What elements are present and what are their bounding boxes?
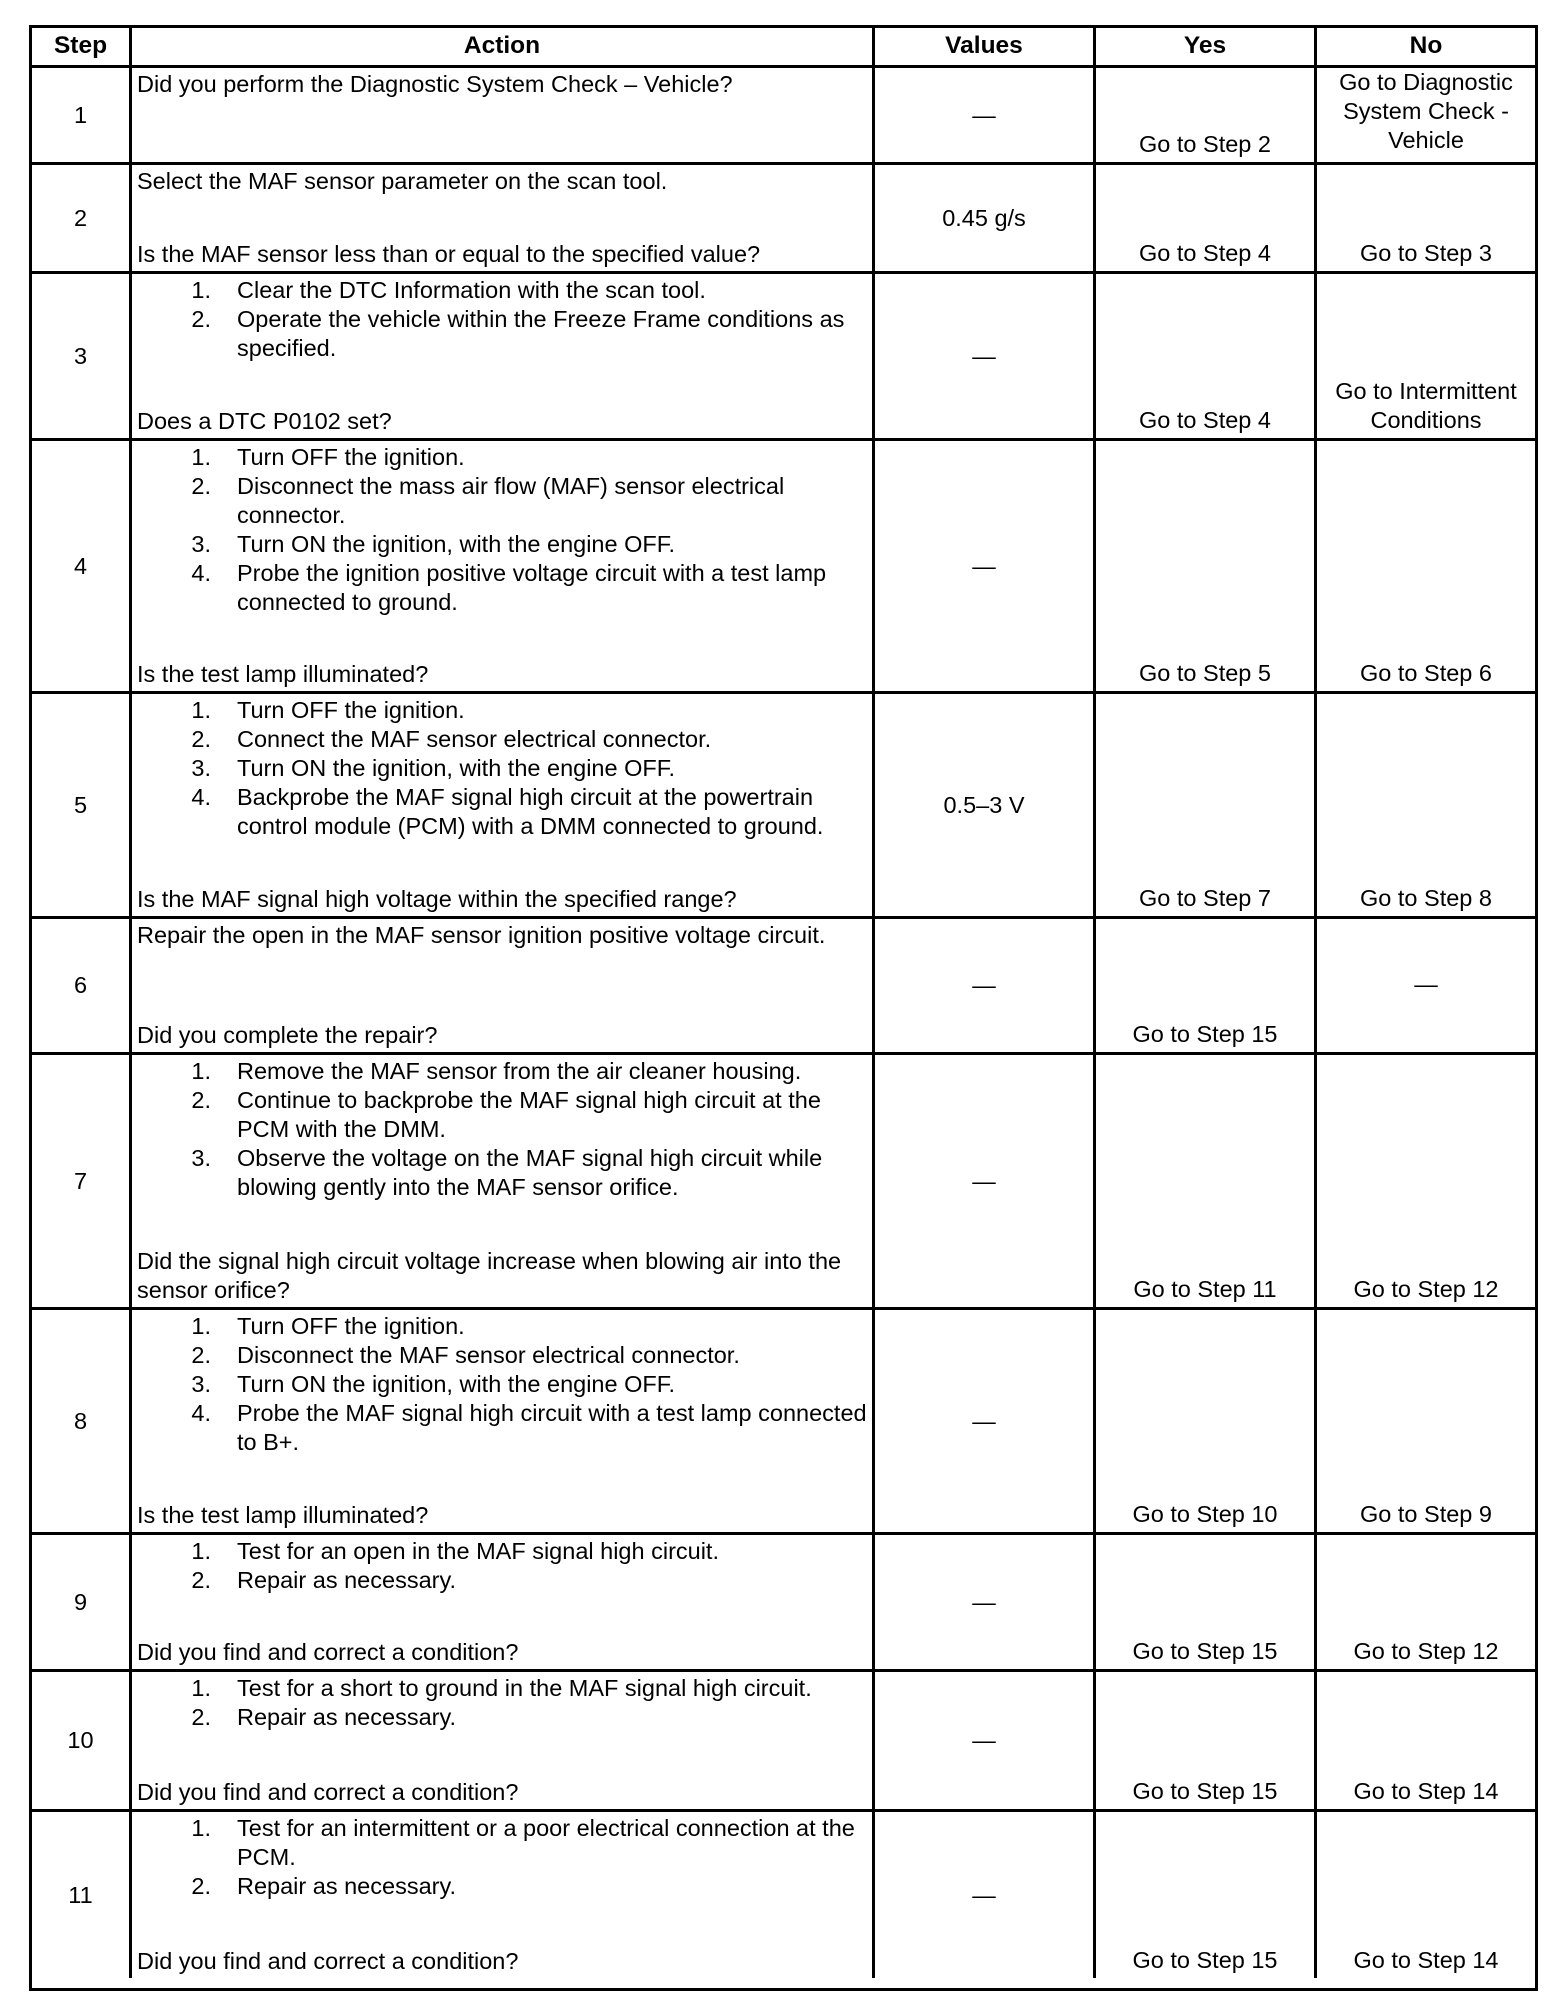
action-question: Does a DTC P0102 set? bbox=[137, 408, 392, 434]
list-item-text: Observe the voltage on the MAF signal high circuit while blowing gently into the MAF sensor orifice. bbox=[237, 1145, 823, 1200]
step-number-text: 1 bbox=[73, 101, 88, 128]
no-text: Go to Intermittent Conditions bbox=[1335, 378, 1517, 433]
no-cell bbox=[1317, 274, 1535, 441]
no-cell bbox=[1317, 1812, 1535, 1978]
step-number-text: 10 bbox=[67, 1727, 94, 1753]
list-item-text: Operate the vehicle within the Freeze Frame conditions as specified. bbox=[237, 306, 845, 361]
yes-cell bbox=[1096, 274, 1317, 441]
step-number-text: 5 bbox=[73, 791, 88, 818]
list-item-text: Turn ON the ignition, with the engine OFF. bbox=[237, 1371, 676, 1397]
list-item bbox=[137, 1674, 868, 1703]
list-item bbox=[137, 305, 868, 363]
action-cell bbox=[132, 68, 875, 165]
list-item-text: Turn OFF the ignition. bbox=[237, 444, 465, 470]
header-step: Step bbox=[32, 28, 132, 68]
yes-cell bbox=[1096, 694, 1317, 919]
list-item bbox=[137, 1814, 868, 1872]
action-intro: Repair the open in the MAF sensor ignition positive voltage circuit. bbox=[137, 922, 826, 948]
no-text: Go to Step 3 bbox=[1360, 240, 1492, 266]
list-item-number: 2. bbox=[191, 1567, 211, 1593]
yes-cell bbox=[1096, 919, 1317, 1055]
list-item bbox=[137, 1341, 868, 1370]
value-text: 0.5–3 V bbox=[943, 791, 1025, 818]
value-text: — bbox=[972, 342, 996, 369]
action-intro: Select the MAF sensor parameter on the scan tool. bbox=[137, 168, 668, 194]
yes-cell bbox=[1096, 1812, 1317, 1978]
action-steps-list bbox=[137, 276, 868, 363]
list-item-text: Turn OFF the ignition. bbox=[237, 697, 465, 723]
list-item-text: Test for a short to ground in the MAF signal high circuit. bbox=[237, 1675, 812, 1701]
value-text: — bbox=[972, 1588, 996, 1615]
yes-text: Go to Step 10 bbox=[1132, 1501, 1278, 1527]
step-number bbox=[32, 1055, 132, 1310]
yes-text: Go to Step 15 bbox=[1132, 1947, 1278, 1973]
action-intro: Did you perform the Diagnostic System Check – Vehicle? bbox=[137, 71, 733, 97]
action-cell bbox=[132, 1812, 875, 1978]
list-item-number: 3. bbox=[191, 1371, 211, 1397]
list-item bbox=[137, 725, 868, 754]
yes-cell bbox=[1096, 1672, 1317, 1812]
yes-text: Go to Step 4 bbox=[1139, 407, 1271, 433]
list-item-number: 2. bbox=[191, 1704, 211, 1730]
value-text: — bbox=[972, 972, 996, 998]
step-number bbox=[32, 165, 132, 274]
step-number-text: 9 bbox=[73, 1588, 88, 1615]
value-text: — bbox=[972, 1167, 996, 1194]
yes-text: Go to Step 4 bbox=[1139, 240, 1271, 266]
no-cell bbox=[1317, 165, 1535, 274]
action-question: Is the MAF sensor less than or equal to the specified value? bbox=[137, 241, 761, 267]
list-item bbox=[137, 1703, 868, 1732]
list-item-number: 1. bbox=[191, 697, 211, 723]
list-item-text: Backprobe the MAF signal high circuit at the powertrain control module (PCM) with a DMM connected to ground. bbox=[237, 784, 824, 839]
no-text: Go to Step 12 bbox=[1353, 1638, 1499, 1664]
list-item-text: Remove the MAF sensor from the air cleaner housing. bbox=[237, 1058, 802, 1084]
list-item-number: 4. bbox=[191, 560, 211, 586]
action-steps-list bbox=[137, 1312, 868, 1457]
action-steps-list bbox=[137, 443, 868, 617]
yes-text: Go to Step 5 bbox=[1139, 660, 1271, 686]
list-item-number: 3. bbox=[191, 531, 211, 557]
list-item-number: 2. bbox=[191, 306, 211, 332]
list-item bbox=[137, 276, 868, 305]
list-item-text: Turn ON the ignition, with the engine OFF. bbox=[237, 755, 676, 781]
list-item-number: 1. bbox=[191, 1313, 211, 1339]
list-item-number: 2. bbox=[191, 1342, 211, 1368]
list-item bbox=[137, 1086, 868, 1144]
list-item-number: 1. bbox=[191, 1058, 211, 1084]
action-steps-list bbox=[137, 696, 868, 841]
step-number-text: 3 bbox=[73, 342, 88, 369]
list-item-text: Test for an intermittent or a poor electrical connection at the PCM. bbox=[237, 1815, 855, 1870]
action-question: Is the test lamp illuminated? bbox=[137, 661, 429, 687]
action-cell bbox=[132, 274, 875, 441]
list-item bbox=[137, 783, 868, 841]
value-text: — bbox=[972, 552, 996, 579]
no-cell bbox=[1317, 1535, 1535, 1672]
list-item bbox=[137, 1399, 868, 1457]
list-item bbox=[137, 559, 868, 617]
action-cell bbox=[132, 1310, 875, 1535]
step-number-text: 4 bbox=[73, 552, 88, 579]
list-item-number: 4. bbox=[191, 1400, 211, 1426]
yes-text: Go to Step 15 bbox=[1132, 1638, 1278, 1664]
list-item-number: 1. bbox=[191, 1675, 211, 1701]
yes-cell bbox=[1096, 165, 1317, 274]
step-number bbox=[32, 694, 132, 919]
no-text: — bbox=[1414, 970, 1438, 997]
action-cell bbox=[132, 165, 875, 274]
step-number bbox=[32, 1535, 132, 1672]
list-item-text: Disconnect the MAF sensor electrical connector. bbox=[237, 1342, 740, 1368]
action-question: Is the test lamp illuminated? bbox=[137, 1502, 429, 1528]
value-cell bbox=[875, 1672, 1096, 1812]
list-item-text: Probe the ignition positive voltage circuit with a test lamp connected to ground. bbox=[237, 560, 827, 615]
step-number bbox=[32, 441, 132, 694]
list-item-number: 4. bbox=[191, 784, 211, 810]
value-cell bbox=[875, 694, 1096, 919]
list-item bbox=[137, 1370, 868, 1399]
list-item bbox=[137, 472, 868, 530]
list-item-text: Turn OFF the ignition. bbox=[237, 1313, 465, 1339]
list-item-text: Probe the MAF signal high circuit with a test lamp connected to B+. bbox=[237, 1400, 867, 1455]
step-number bbox=[32, 1310, 132, 1535]
no-text: Go to Step 6 bbox=[1360, 660, 1492, 686]
header-values: Values bbox=[875, 28, 1096, 68]
no-text: Go to Diagnostic System Check - Vehicle bbox=[1339, 69, 1513, 153]
yes-cell bbox=[1096, 1535, 1317, 1672]
no-text: Go to Step 9 bbox=[1360, 1501, 1492, 1527]
step-number bbox=[32, 1672, 132, 1812]
list-item-number: 2. bbox=[191, 473, 211, 499]
value-cell bbox=[875, 1055, 1096, 1310]
no-cell bbox=[1317, 441, 1535, 694]
list-item-text: Repair as necessary. bbox=[237, 1567, 456, 1593]
list-item-text: Connect the MAF sensor electrical connector. bbox=[237, 726, 712, 752]
list-item-text: Repair as necessary. bbox=[237, 1873, 456, 1899]
no-cell bbox=[1317, 68, 1535, 165]
step-number-text: 6 bbox=[73, 972, 88, 998]
step-number-text: 2 bbox=[73, 204, 88, 231]
value-cell bbox=[875, 1812, 1096, 1978]
list-item-number: 1. bbox=[191, 1815, 211, 1841]
no-cell bbox=[1317, 694, 1535, 919]
action-steps-list bbox=[137, 1674, 868, 1732]
action-steps-list bbox=[137, 1057, 868, 1202]
action-cell bbox=[132, 1535, 875, 1672]
yes-text: Go to Step 11 bbox=[1133, 1276, 1277, 1302]
no-cell bbox=[1317, 1310, 1535, 1535]
action-cell bbox=[132, 919, 875, 1055]
no-text: Go to Step 14 bbox=[1353, 1778, 1499, 1804]
value-text: 0.45 g/s bbox=[942, 204, 1026, 231]
yes-cell bbox=[1096, 1055, 1317, 1310]
action-question: Did you find and correct a condition? bbox=[137, 1948, 519, 1974]
value-cell bbox=[875, 274, 1096, 441]
step-number bbox=[32, 68, 132, 165]
step-number-text: 11 bbox=[68, 1881, 93, 1908]
step-number bbox=[32, 1812, 132, 1978]
list-item-number: 2. bbox=[191, 1087, 211, 1113]
list-item-text: Continue to backprobe the MAF signal high circuit at the PCM with the DMM. bbox=[237, 1087, 821, 1142]
action-question: Did you find and correct a condition? bbox=[137, 1639, 519, 1665]
value-text: — bbox=[972, 1881, 996, 1908]
list-item-text: Test for an open in the MAF signal high circuit. bbox=[237, 1538, 719, 1564]
value-cell bbox=[875, 68, 1096, 165]
yes-text: Go to Step 2 bbox=[1139, 131, 1271, 157]
action-question: Did you find and correct a condition? bbox=[137, 1779, 519, 1805]
action-cell bbox=[132, 441, 875, 694]
list-item bbox=[137, 1566, 868, 1595]
step-number-text: 7 bbox=[73, 1167, 88, 1194]
header-action: Action bbox=[132, 28, 875, 68]
no-text: Go to Step 8 bbox=[1360, 885, 1492, 911]
list-item-text: Repair as necessary. bbox=[237, 1704, 456, 1730]
step-number bbox=[32, 274, 132, 441]
action-question: Is the MAF signal high voltage within the specified range? bbox=[137, 886, 737, 912]
yes-cell bbox=[1096, 441, 1317, 694]
value-text: — bbox=[972, 1407, 996, 1434]
yes-cell bbox=[1096, 68, 1317, 165]
list-item-number: 1. bbox=[191, 277, 211, 303]
no-cell bbox=[1317, 1055, 1535, 1310]
header-no: No bbox=[1317, 28, 1535, 68]
value-text: — bbox=[972, 1727, 996, 1753]
list-item bbox=[137, 754, 868, 783]
list-item bbox=[137, 1537, 868, 1566]
value-cell bbox=[875, 165, 1096, 274]
value-cell bbox=[875, 919, 1096, 1055]
value-cell bbox=[875, 1535, 1096, 1672]
list-item bbox=[137, 443, 868, 472]
list-item bbox=[137, 696, 868, 725]
list-item-text: Clear the DTC Information with the scan tool. bbox=[237, 277, 706, 303]
step-number-text: 8 bbox=[73, 1407, 88, 1434]
value-text: — bbox=[972, 101, 996, 128]
yes-cell bbox=[1096, 1310, 1317, 1535]
list-item-number: 2. bbox=[191, 726, 211, 752]
yes-text: Go to Step 15 bbox=[1132, 1021, 1278, 1047]
no-text: Go to Step 14 bbox=[1353, 1947, 1499, 1973]
list-item bbox=[137, 1144, 868, 1202]
value-cell bbox=[875, 1310, 1096, 1535]
list-item bbox=[137, 1057, 868, 1086]
value-cell bbox=[875, 441, 1096, 694]
list-item bbox=[137, 530, 868, 559]
list-item-number: 3. bbox=[191, 1145, 211, 1171]
list-item-text: Turn ON the ignition, with the engine OFF. bbox=[237, 531, 676, 557]
action-steps-list bbox=[137, 1814, 868, 1901]
diagnostic-table bbox=[29, 25, 1538, 1991]
no-cell bbox=[1317, 919, 1535, 1055]
list-item bbox=[137, 1872, 868, 1901]
list-item-text: Disconnect the mass air flow (MAF) sensor electrical connector. bbox=[237, 473, 785, 528]
header-yes: Yes bbox=[1096, 28, 1317, 68]
step-number bbox=[32, 919, 132, 1055]
list-item-number: 1. bbox=[191, 1538, 211, 1564]
action-cell bbox=[132, 694, 875, 919]
yes-text: Go to Step 7 bbox=[1139, 885, 1271, 911]
list-item-number: 1. bbox=[191, 444, 211, 470]
no-text: Go to Step 12 bbox=[1353, 1276, 1499, 1302]
no-cell bbox=[1317, 1672, 1535, 1812]
action-question: Did you complete the repair? bbox=[137, 1022, 438, 1048]
list-item bbox=[137, 1312, 868, 1341]
action-question: Did the signal high circuit voltage increase when blowing air into the sensor orifice? bbox=[137, 1248, 842, 1303]
action-steps-list bbox=[137, 1537, 868, 1595]
list-item-number: 2. bbox=[191, 1873, 211, 1899]
list-item-number: 3. bbox=[191, 755, 211, 781]
action-cell bbox=[132, 1055, 875, 1310]
yes-text: Go to Step 15 bbox=[1132, 1778, 1278, 1804]
action-cell bbox=[132, 1672, 875, 1812]
